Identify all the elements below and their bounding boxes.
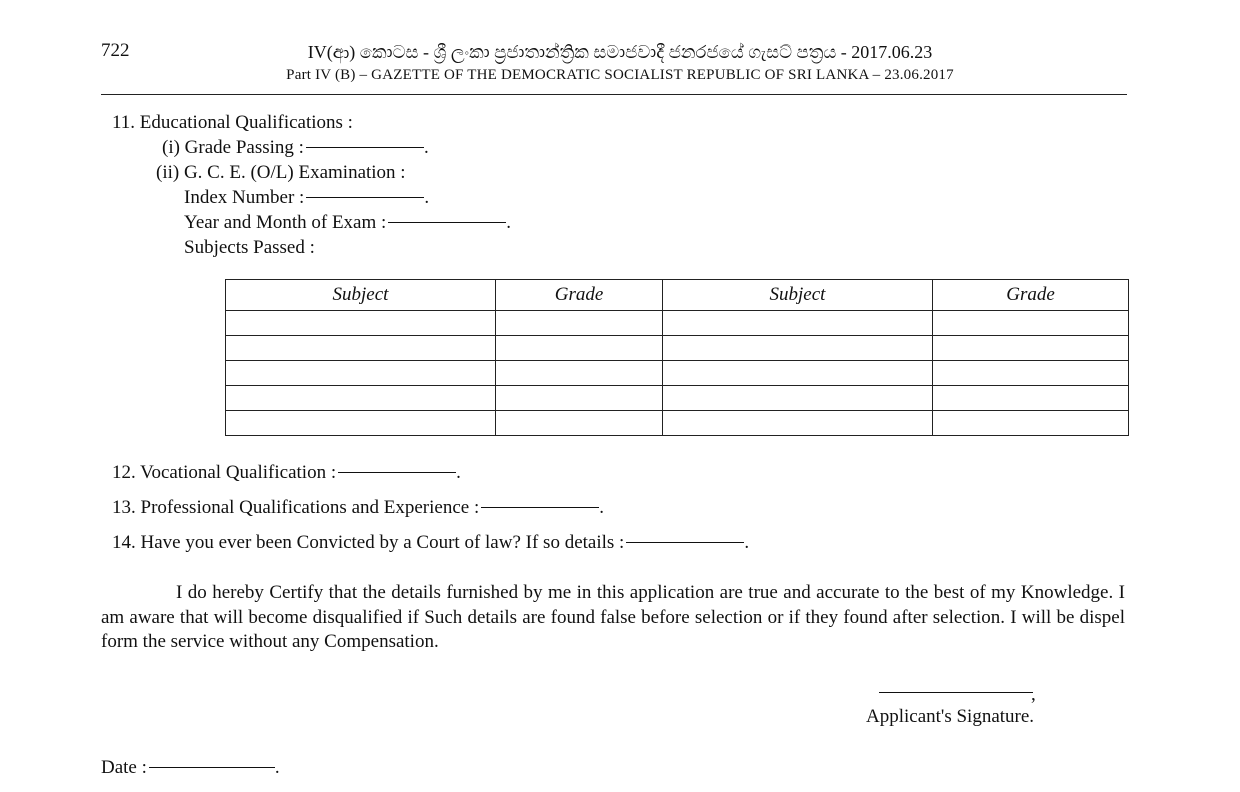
table-cell[interactable] <box>496 336 663 361</box>
q14-row: 14. Have you ever been Convicted by a Court of law? If so details : . <box>112 532 750 553</box>
table-row <box>226 411 1129 436</box>
gce-ol-label: (ii) G. C. E. (O/L) Examination : <box>156 162 406 183</box>
table-cell[interactable] <box>933 336 1129 361</box>
q11-label: Educational Qualifications : <box>139 112 353 133</box>
header-grade-1: Grade <box>496 280 663 311</box>
page-number: 722 <box>101 40 130 61</box>
subjects-passed-row <box>184 237 315 259</box>
date-row: Date : . <box>101 757 280 778</box>
header-divider <box>101 94 1127 95</box>
table-row <box>226 361 1129 386</box>
table-cell[interactable] <box>663 386 933 411</box>
signature-label: Applicant's Signature. <box>866 706 1035 727</box>
exam-year-month-field[interactable] <box>388 222 506 223</box>
subjects-table <box>225 279 1129 436</box>
exam-year-month-row: Year and Month of Exam : . <box>184 212 512 233</box>
table-cell[interactable] <box>933 386 1129 411</box>
table-cell[interactable] <box>496 361 663 386</box>
table-cell[interactable] <box>496 311 663 336</box>
signature-line[interactable] <box>879 692 1033 693</box>
exam-year-month-label: Year and Month of Exam : <box>184 212 387 233</box>
grade-passing-label: (i) Grade Passing : <box>162 137 304 158</box>
q11-number: 11. <box>112 112 136 133</box>
q13-label: Professional Qualifications and Experience : <box>140 497 480 518</box>
table-cell[interactable] <box>226 361 496 386</box>
table-cell[interactable] <box>663 311 933 336</box>
table-cell[interactable] <box>663 411 933 436</box>
date-field[interactable] <box>149 767 275 768</box>
conviction-details-field[interactable] <box>626 542 744 543</box>
table-cell[interactable] <box>226 386 496 411</box>
table-cell[interactable] <box>496 386 663 411</box>
q13-row: 13. Professional Qualifications and Experience : . <box>112 497 604 518</box>
table-row <box>226 336 1129 361</box>
table-row <box>226 386 1129 411</box>
table-cell[interactable] <box>933 361 1129 386</box>
professional-qualification-field[interactable] <box>481 507 599 508</box>
header-grade-2: Grade <box>933 280 1129 311</box>
index-number-row: Index Number : . <box>184 187 430 208</box>
index-number-label: Index Number : <box>184 187 305 208</box>
table-cell[interactable] <box>226 411 496 436</box>
vocational-qualification-field[interactable] <box>338 472 456 473</box>
table-cell[interactable] <box>663 361 933 386</box>
table-cell[interactable] <box>226 336 496 361</box>
index-number-field[interactable] <box>306 197 424 198</box>
q12-row: 12. Vocational Qualification : . <box>112 462 461 483</box>
q11-row <box>112 112 353 134</box>
grade-passing-row: (i) Grade Passing : . <box>162 137 429 158</box>
q12-label: Vocational Qualification : <box>140 462 337 483</box>
q12-number: 12. <box>112 462 136 483</box>
table-cell[interactable] <box>496 411 663 436</box>
table-cell[interactable] <box>663 336 933 361</box>
header-subject-2: Subject <box>663 280 933 311</box>
q14-label: Have you ever been Convicted by a Court of law? If so details : <box>140 532 625 553</box>
grade-passing-field[interactable] <box>306 147 424 148</box>
subjects-passed-label: Subjects Passed : <box>184 237 315 258</box>
table-row <box>226 311 1129 336</box>
date-label: Date : <box>101 757 147 778</box>
q14-number: 14. <box>112 532 136 553</box>
gazette-title-english: Part IV (B) – GAZETTE OF THE DEMOCRATIC SOCIALIST REPUBLIC OF SRI LANKA – 23.06.2017 <box>286 67 954 83</box>
header-subject-1: Subject <box>226 280 496 311</box>
gce-ol-row <box>156 162 406 184</box>
subjects-table-header <box>226 280 1129 311</box>
table-cell[interactable] <box>933 311 1129 336</box>
q13-number: 13. <box>112 497 136 518</box>
table-cell[interactable] <box>933 411 1129 436</box>
gazette-title-sinhala: IV(ආ) කොටස - ශ්‍රී ලංකා ප්‍රජාතාන්ත්‍රික සමාජවාදී ජනරජයේ ගැසට් පත්‍රය - 2017.06.23 <box>307 42 933 62</box>
declaration-paragraph: I do hereby Certify that the details furnished by me in this application are true and accurate to the best of my Knowledge. I am aware that will become disqualified if Such details are found false before selection or if they found after selection. I will be dispel form the service without any Compensation. <box>101 582 1125 652</box>
table-cell[interactable] <box>226 311 496 336</box>
signature-comma: , <box>1031 684 1036 705</box>
